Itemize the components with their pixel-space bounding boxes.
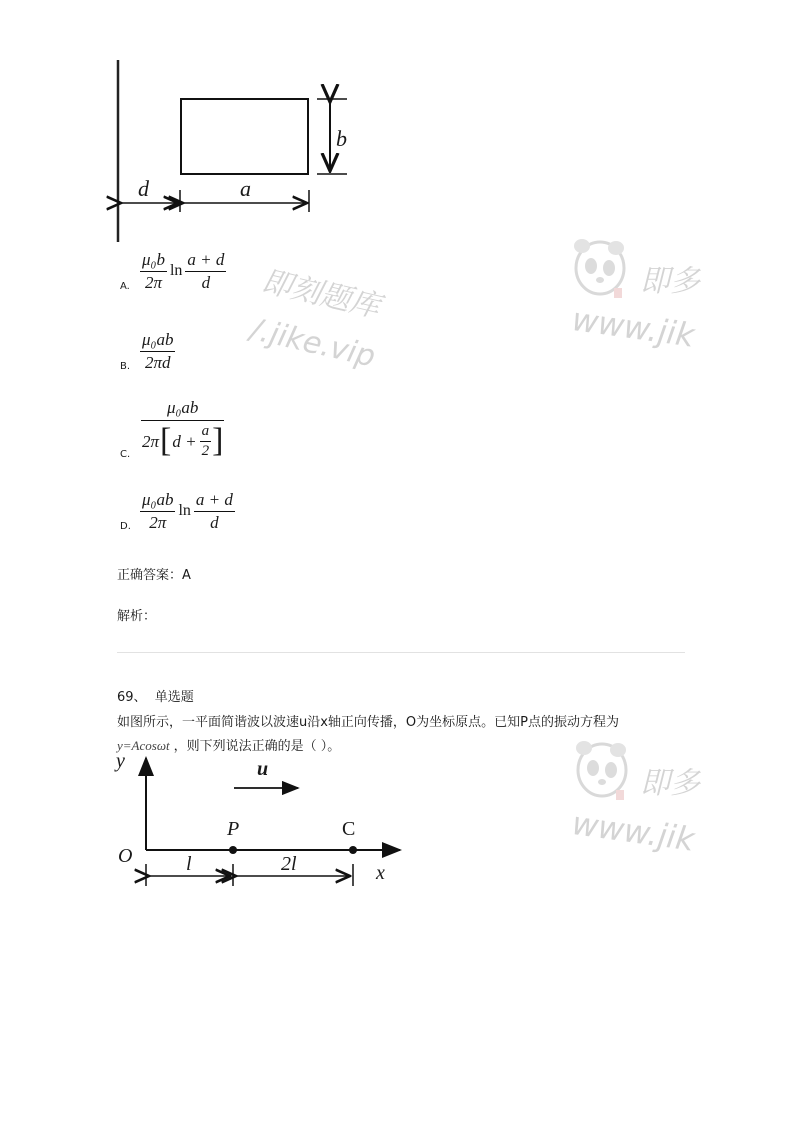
question-header — [117, 688, 194, 708]
rectangular-loop — [181, 99, 308, 174]
question-text-line1: 如图所示，一平面简谐波以波速u沿x轴正向传播，O为坐标原点。已知P点的振动方程为 — [117, 715, 620, 730]
option-a-ln-denominator: d — [201, 272, 211, 292]
question-text-tail: ，则下列说法正确的是（ ）。 — [173, 739, 341, 754]
option-a[interactable] — [120, 250, 226, 292]
vibration-equation: y=Acosωt — [117, 738, 170, 753]
option-d-ln-denominator: d — [210, 512, 219, 532]
panda-logo-icon — [572, 738, 632, 808]
label-b: b — [336, 126, 347, 151]
label-a: a — [240, 176, 251, 201]
option-a-label: A. — [120, 281, 130, 293]
label-y: y — [116, 750, 125, 772]
option-d-denominator: 2π — [149, 512, 167, 532]
option-b-label: B. — [120, 361, 131, 373]
label-p: P — [227, 818, 240, 840]
section-divider — [117, 652, 685, 653]
option-c-inner-term: d + — [172, 431, 197, 451]
question-type: 单选题 — [154, 690, 194, 705]
option-a-ln: ln — [169, 262, 183, 280]
watermark-brand-2: 即多 — [640, 264, 700, 299]
option-d-label: D. — [120, 521, 131, 533]
label-2l: 2l — [281, 853, 297, 875]
point-c — [349, 846, 357, 854]
option-c-label: C. — [120, 449, 131, 461]
label-u: u — [257, 758, 269, 780]
option-c-numerator: μ₀ab — [141, 398, 224, 421]
label-l: l — [186, 853, 192, 875]
option-d-numerator: μ₀ab — [140, 490, 175, 512]
option-d[interactable] — [120, 490, 235, 532]
label-d: d — [138, 176, 149, 201]
panda-logo-icon — [570, 236, 630, 306]
option-c-inner-numerator: a — [200, 423, 212, 442]
label-c: C — [342, 818, 356, 840]
correct-answer-value: A — [182, 568, 191, 583]
watermark-url-2: www.jik — [569, 300, 697, 355]
option-a-numerator: μ₀b — [140, 250, 167, 272]
watermark-url-3: www.jik — [569, 804, 697, 859]
analysis-label: 解析： — [117, 609, 157, 624]
question-number: 69、 — [117, 690, 147, 705]
option-c-inner-denominator: 2 — [201, 442, 210, 459]
label-o: O — [118, 845, 133, 867]
option-a-ln-numerator: a + d — [185, 250, 226, 272]
watermark-url-1: /.jike.vip — [247, 312, 379, 375]
option-c[interactable]: C. μ₀ab 2π [ d + $\frac{a}{2}$ ] — [120, 398, 224, 461]
option-d-ln: ln — [178, 502, 191, 520]
figure-wire-loop — [110, 58, 370, 244]
correct-answer-label: 正确答案： — [117, 568, 183, 583]
watermark-brand-1: 即刻题库 — [258, 263, 384, 325]
option-b-numerator: μ₀ab — [140, 330, 175, 352]
watermark-brand-3: 即多 — [640, 766, 700, 801]
option-a-denominator: 2π — [144, 272, 162, 292]
option-d-ln-numerator: a + d — [194, 490, 235, 512]
correct-answer — [117, 566, 191, 586]
option-b[interactable] — [120, 330, 175, 372]
point-p — [229, 846, 237, 854]
option-b-denominator: 2πd — [144, 352, 171, 372]
label-x: x — [376, 862, 385, 884]
option-c-denominator-prefix: 2π — [142, 431, 160, 451]
